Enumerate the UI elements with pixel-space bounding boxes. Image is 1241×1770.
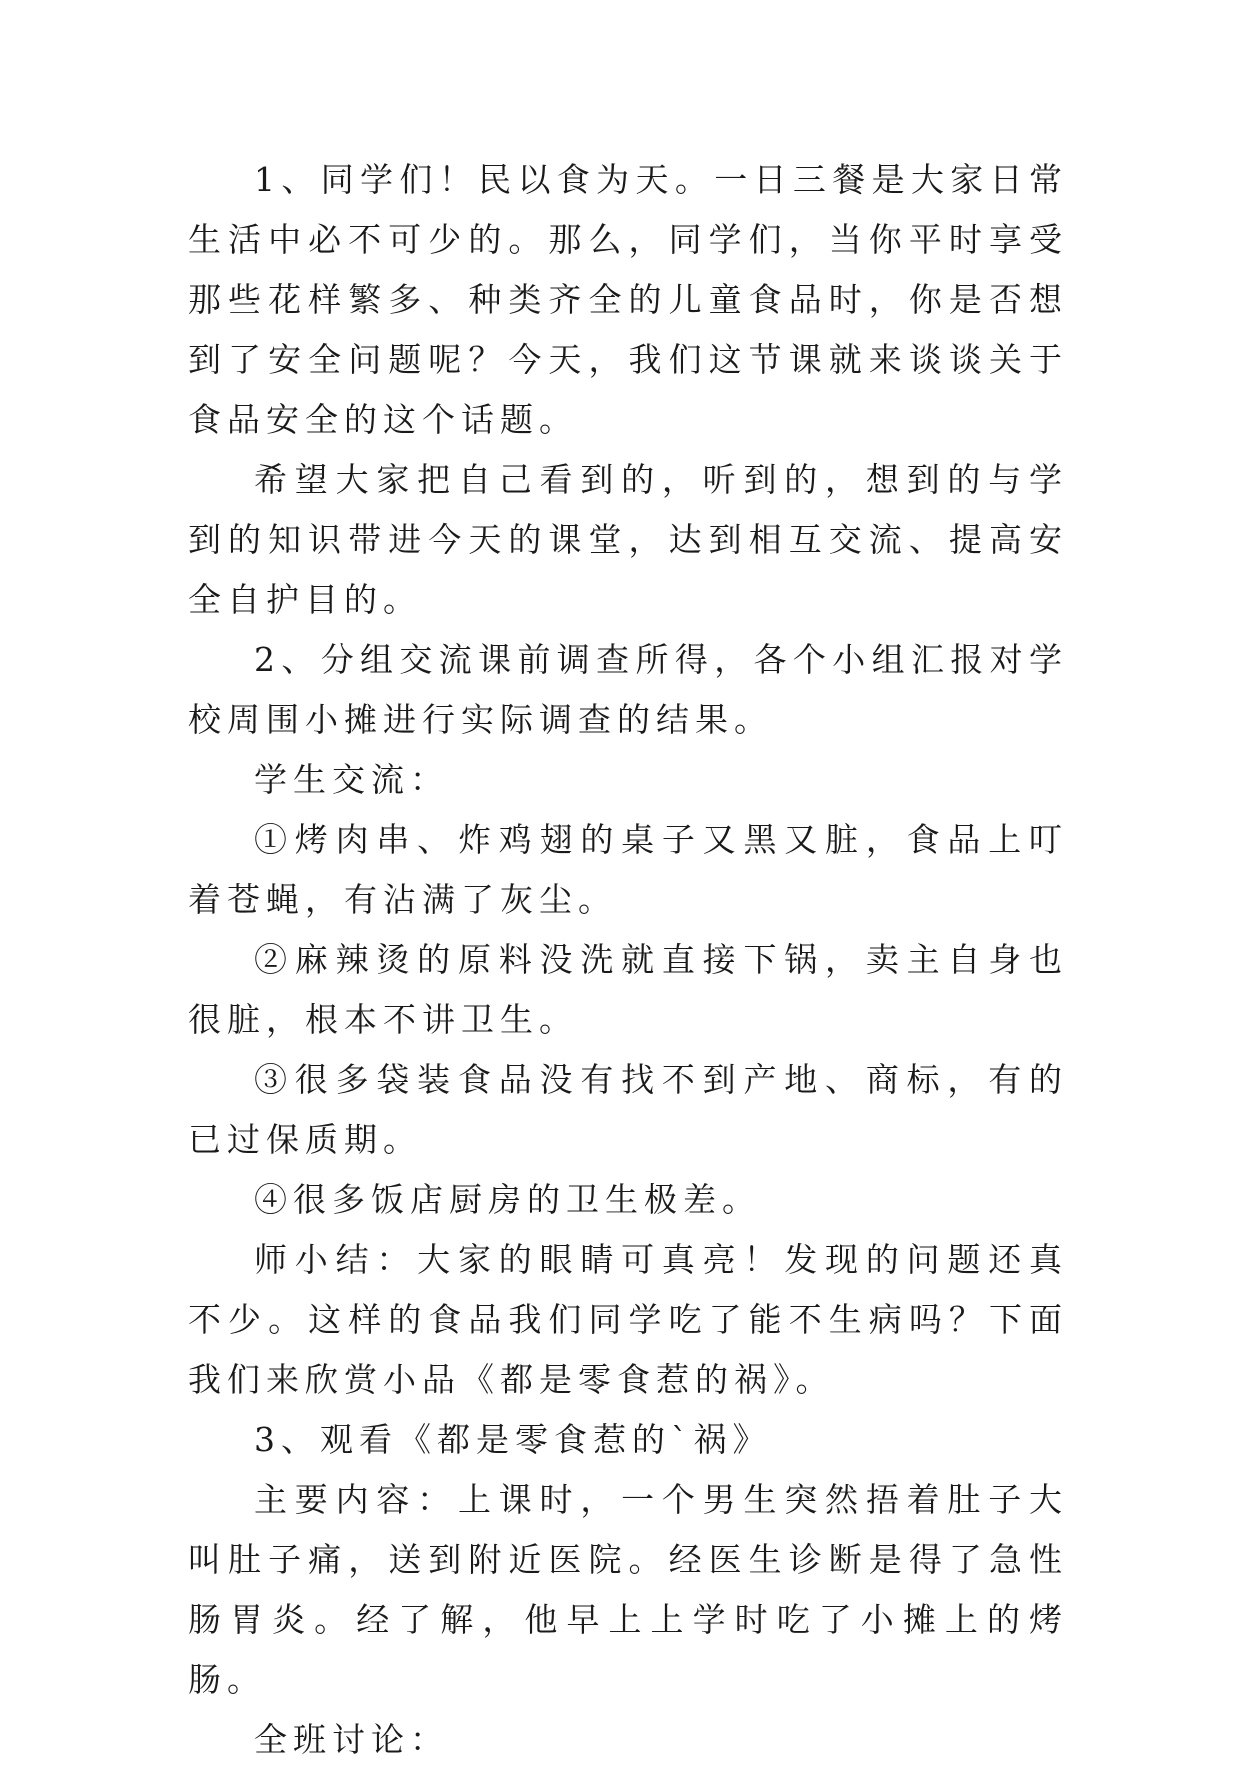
paragraph-finding-4: ④很多饭店厨房的卫生极差。 <box>254 1180 761 1219</box>
paragraph-main-content: 主要内容：上课时，一个男生突然捂着肚子大叫肚子痛，送到附近医院。经医生诊断是得了急性肠胃炎。经了解，他早上上学时吃了小摊上的烤肠。 <box>188 1480 1068 1699</box>
paragraph-teacher-summary: 师小结：大家的眼睛可真亮！发现的问题还真不少。这样的食品我们同学吃了能不生病吗？下面我们来欣赏小品《都是零食惹的祸》。 <box>188 1240 1068 1399</box>
paragraph-finding-2: ②麻辣烫的原料没洗就直接下锅，卖主自身也很脏，根本不讲卫生。 <box>188 940 1068 1039</box>
paragraph-finding-3: ③很多袋装食品没有找不到产地、商标，有的已过保质期。 <box>188 1060 1068 1159</box>
document-body <box>188 150 1068 1770</box>
paragraph-hope: 希望大家把自己看到的，听到的，想到的与学到的知识带进今天的课堂，达到相互交流、提高安全自护目的。 <box>188 460 1068 619</box>
paragraph-student-exchange-heading: 学生交流： <box>254 760 449 799</box>
paragraph-group-exchange: 2、分组交流课前调查所得，各个小组汇报对学校周围小摊进行实际调查的结果。 <box>188 640 1068 739</box>
paragraph-watch-skit: 3、观看《都是零食惹的`祸》 <box>254 1420 772 1459</box>
paragraph-class-discussion: 全班讨论： <box>254 1720 449 1759</box>
paragraph-intro: 1、同学们！民以食为天。一日三餐是大家日常生活中必不可少的。那么，同学们，当你平时享受那些花样繁多、种类齐全的儿童食品时，你是否想到了安全问题呢？今天，我们这节课就来谈谈关于食品安全的这个话题。 <box>188 160 1068 439</box>
paragraph-finding-1: ①烤肉串、炸鸡翅的桌子又黑又脏，食品上叮着苍蝇，有沾满了灰尘。 <box>188 820 1068 919</box>
